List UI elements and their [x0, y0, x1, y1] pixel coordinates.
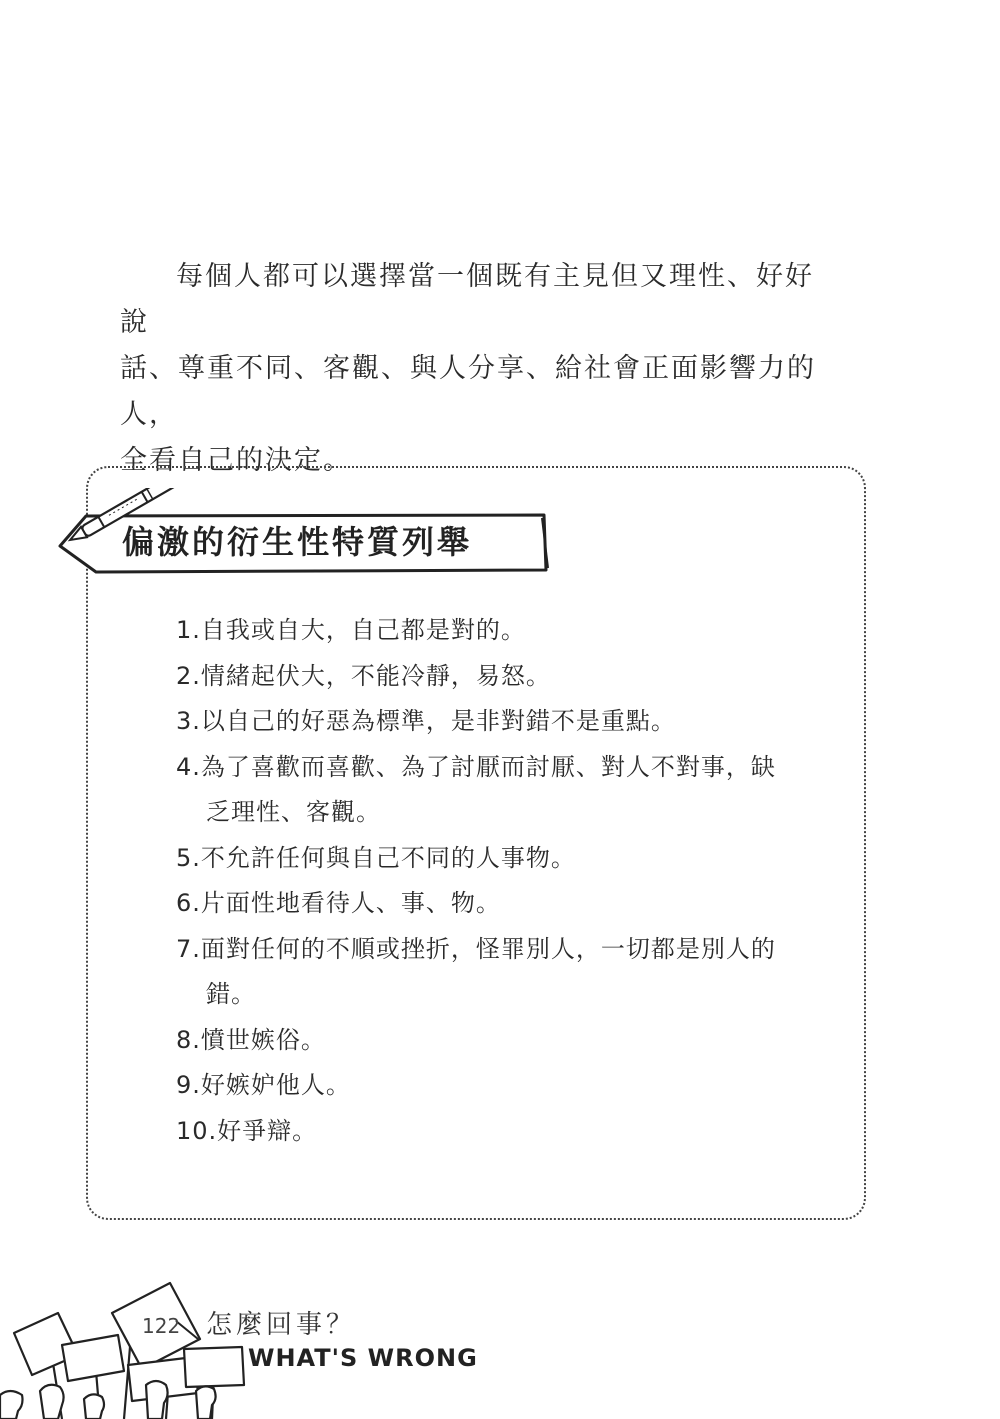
list-item: 4.為了喜歡而喜歡、為了討厭而討厭、對人不對事，缺 乏理性、客觀。 [176, 752, 776, 826]
list-item: 7.面對任何的不順或挫折，怪罪別人，一切都是別人的 錯。 [176, 934, 776, 1008]
list-item: 2.情緒起伏大，不能冷靜，易怒。 [176, 661, 551, 690]
book-title: 怎麼回事？ [206, 1310, 357, 1340]
list-item: 9.好嫉妒他人。 [176, 1071, 351, 1099]
list-item: 3.以自己的好惡為標準，是非對錯不是重點。 [176, 707, 676, 735]
list-item: 8.憤世嫉俗。 [176, 1025, 326, 1054]
list-item: 1.自我或自大，自己都是對的。 [176, 616, 526, 644]
page-number: 122 [142, 1314, 181, 1338]
intro-line: 每個人都可以選擇當一個既有主見但又理性、好好說 [120, 261, 814, 338]
intro-line: 全看自己的決定。 [120, 445, 352, 476]
intro-line: 話、尊重不同、客觀、與人分享、給社會正面影響力的人， [120, 353, 816, 430]
trait-list [176, 608, 836, 1154]
list-item: 5.不允許任何與自己不同的人事物。 [176, 843, 576, 872]
intro-paragraph [120, 254, 840, 484]
section-title: 偏激的衍生性特質列舉 [122, 523, 473, 561]
list-item: 6.片面性地看待人、事、物。 [176, 889, 501, 917]
book-title-english: WHAT'S WRONG [248, 1344, 478, 1372]
list-item: 10.好爭辯。 [176, 1116, 318, 1145]
